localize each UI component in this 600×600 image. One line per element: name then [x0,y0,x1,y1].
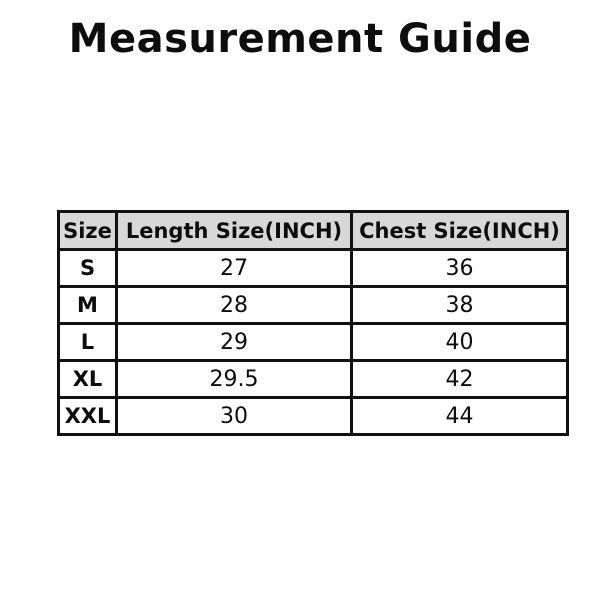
table-row-m [59,287,568,324]
size-label: S [59,250,117,287]
size-label: M [59,287,117,324]
size-label: XL [59,361,117,398]
chest-value: 38 [352,287,568,324]
table-row-xxl [59,398,568,435]
length-value: 29 [117,324,352,361]
table-row-xl [59,361,568,398]
page-title: Measurement Guide [68,16,532,62]
size-label: XXL [59,398,117,435]
table-header-row [59,212,568,250]
chest-value: 40 [352,324,568,361]
size-label: L [59,324,117,361]
chest-value: 42 [352,361,568,398]
length-value: 27 [117,250,352,287]
chest-value: 36 [352,250,568,287]
table-row-l [59,324,568,361]
column-header-size: Size [59,212,117,250]
column-header-chest: Chest Size(INCH) [352,212,568,250]
length-value: 28 [117,287,352,324]
table-row-s [59,250,568,287]
length-value: 29.5 [117,361,352,398]
column-header-length: Length Size(INCH) [117,212,352,250]
length-value: 30 [117,398,352,435]
size-chart-table [57,210,569,436]
chest-value: 44 [352,398,568,435]
